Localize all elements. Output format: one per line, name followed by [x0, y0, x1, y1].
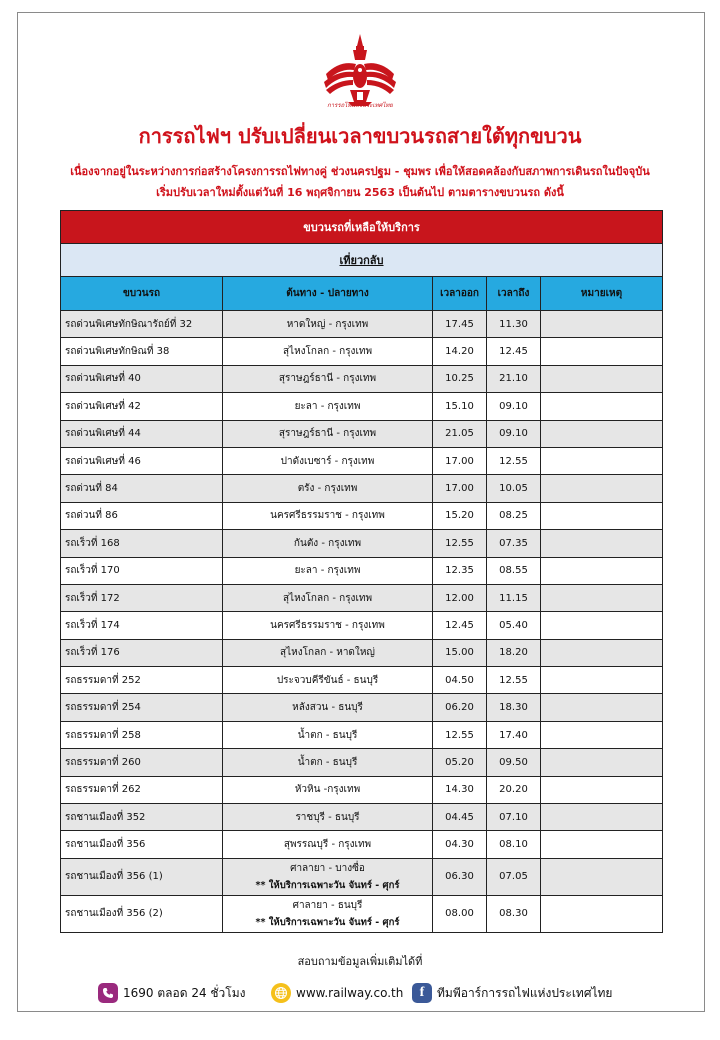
cell-route: [223, 694, 433, 721]
cell-route: [223, 612, 433, 639]
table-row: [61, 694, 663, 721]
table-row: [61, 612, 663, 639]
cell-remark: [541, 311, 663, 338]
cell-arrival: 11.15: [487, 584, 541, 611]
cell-train: รถเร็วที่ 172: [61, 584, 223, 611]
cell-train: รถธรรมดาที่ 254: [61, 694, 223, 721]
table-row: [61, 721, 663, 748]
cell-arrival: 07.35: [487, 530, 541, 557]
contact-phone: [98, 981, 246, 1005]
route-note: ** ให้บริการเฉพาะวัน จันทร์ - ศุกร์: [255, 916, 400, 928]
cell-departure: 08.00: [433, 895, 487, 932]
cell-remark: [541, 804, 663, 831]
cell-train: รถด่วนพิเศษที่ 44: [61, 420, 223, 447]
cell-arrival: 07.10: [487, 804, 541, 831]
cell-departure: 15.20: [433, 502, 487, 529]
cell-arrival: 08.10: [487, 831, 541, 858]
inquiry-text: สอบถามข้อมูลเพิ่มเติมได้ที่: [297, 955, 423, 968]
table-row: [61, 776, 663, 803]
cell-remark: [541, 639, 663, 666]
phone-text: 1690 ตลอด 24 ชั่วโมง: [123, 985, 246, 1000]
cell-departure: 17.00: [433, 447, 487, 474]
cell-route: [223, 447, 433, 474]
cell-route: [223, 311, 433, 338]
table-row: [61, 557, 663, 584]
cell-departure: 15.00: [433, 639, 487, 666]
route-text: ตรัง - กรุงเทพ: [297, 483, 358, 495]
cell-arrival: 11.30: [487, 311, 541, 338]
page-title: การรถไฟฯ ปรับเปลี่ยนเวลาขบวนรถสายใต้ทุกขบวน: [138, 124, 582, 148]
cell-arrival: 05.40: [487, 612, 541, 639]
route-text: ยะลา - กรุงเทพ: [294, 400, 361, 412]
notice-line-2: เริ่มปรับเวลาใหม่ตั้งแต่วันที่ 16 พฤศจิกายน 2563 เป็นต้นไป ตามตารางขบวนรถ ดังนี้: [156, 186, 564, 199]
table-row: [61, 311, 663, 338]
route-text: สุราษฎร์ธานี - กรุงเทพ: [278, 373, 377, 385]
cell-arrival: 10.05: [487, 475, 541, 502]
cell-remark: [541, 338, 663, 365]
col-header-arrival: เวลาถึง: [487, 277, 541, 311]
schedule-body: [61, 311, 663, 933]
route-text: ราชบุรี - ธนบุรี: [295, 811, 360, 823]
cell-departure: 05.20: [433, 749, 487, 776]
cell-departure: 12.00: [433, 584, 487, 611]
table-row: [61, 667, 663, 694]
table-row: [61, 420, 663, 447]
cell-train: รถด่วนพิเศษทักษิณที่ 38: [61, 338, 223, 365]
route-text: น้ำตก - ธนบุรี: [297, 729, 358, 741]
cell-remark: [541, 721, 663, 748]
cell-remark: [541, 694, 663, 721]
cell-train: รถธรรมดาที่ 258: [61, 721, 223, 748]
cell-departure: 10.25: [433, 365, 487, 392]
cell-route: [223, 895, 433, 932]
route-note: ** ให้บริการเฉพาะวัน จันทร์ - ศุกร์: [255, 879, 400, 891]
train-schedule-table: [60, 210, 663, 933]
contact-website[interactable]: [271, 981, 403, 1005]
cell-train: รถเร็วที่ 170: [61, 557, 223, 584]
cell-route: [223, 831, 433, 858]
cell-route: [223, 776, 433, 803]
route-text: ศาลายา - ธนบุรี: [292, 899, 363, 911]
cell-train: รถด่วนพิเศษที่ 42: [61, 393, 223, 420]
cell-arrival: 12.45: [487, 338, 541, 365]
cell-remark: [541, 584, 663, 611]
section-title-text: เที่ยวกลับ: [339, 254, 384, 267]
contact-facebook[interactable]: [412, 981, 612, 1005]
cell-remark: [541, 502, 663, 529]
cell-train: รถธรรมดาที่ 260: [61, 749, 223, 776]
route-text: สุไหงโกลก - กรุงเทพ: [282, 346, 373, 358]
cell-route: [223, 749, 433, 776]
table-row: [61, 447, 663, 474]
table-row: [61, 365, 663, 392]
table-row: [61, 831, 663, 858]
cell-arrival: 09.10: [487, 393, 541, 420]
cell-departure: 14.20: [433, 338, 487, 365]
logo-caption: การรถไฟแห่งประเทศไทย: [327, 102, 393, 109]
cell-departure: 04.30: [433, 831, 487, 858]
cell-route: [223, 365, 433, 392]
cell-departure: 17.00: [433, 475, 487, 502]
route-text: กันตัง - กรุงเทพ: [293, 537, 362, 549]
route-text: นครศรีธรรมราช - กรุงเทพ: [270, 510, 385, 522]
route-text: ประจวบคีรีขันธ์ - ธนบุรี: [276, 674, 379, 686]
cell-departure: 12.55: [433, 530, 487, 557]
cell-arrival: 08.30: [487, 895, 541, 932]
website-link[interactable]: www.railway.co.th: [296, 986, 404, 1000]
section-title: [61, 244, 663, 277]
notice-line-1: เนื่องจากอยู่ในระหว่างการก่อสร้างโครงการรถไฟทางคู่ ช่วงนครปฐม - ชุมพร เพื่อให้สอดคล้องกับสภาพการเดินรถในปัจจุบัน: [70, 165, 650, 178]
cell-remark: [541, 447, 663, 474]
cell-remark: [541, 530, 663, 557]
route-text: ปาดังเบซาร์ - กรุงเทพ: [280, 455, 375, 467]
cell-departure: 21.05: [433, 420, 487, 447]
cell-train: รถชานเมืองที่ 356: [61, 831, 223, 858]
cell-route: [223, 639, 433, 666]
route-text: หลังสวน - ธนบุรี: [292, 702, 363, 714]
cell-arrival: 09.50: [487, 749, 541, 776]
table-row: [61, 858, 663, 895]
table-row: [61, 475, 663, 502]
cell-departure: 06.30: [433, 858, 487, 895]
cell-route: [223, 475, 433, 502]
cell-route: [223, 393, 433, 420]
cell-route: [223, 338, 433, 365]
service-title: ขบวนรถที่เหลือให้บริการ: [61, 211, 663, 244]
cell-arrival: 12.55: [487, 667, 541, 694]
cell-train: รถชานเมืองที่ 352: [61, 804, 223, 831]
cell-remark: [541, 612, 663, 639]
cell-route: [223, 502, 433, 529]
cell-train: รถธรรมดาที่ 262: [61, 776, 223, 803]
cell-train: รถด่วนพิเศษที่ 40: [61, 365, 223, 392]
cell-train: รถเร็วที่ 176: [61, 639, 223, 666]
route-text: นครศรีธรรมราช - กรุงเทพ: [270, 619, 385, 631]
table-row: [61, 584, 663, 611]
cell-train: รถชานเมืองที่ 356 (2): [61, 895, 223, 932]
cell-route: [223, 530, 433, 557]
facebook-icon: f: [412, 983, 432, 1003]
col-header-remark: หมายเหตุ: [541, 277, 663, 311]
cell-remark: [541, 420, 663, 447]
table-row: [61, 502, 663, 529]
col-header-train: ขบวนรถ: [61, 277, 223, 311]
cell-route: [223, 557, 433, 584]
cell-arrival: 12.55: [487, 447, 541, 474]
cell-remark: [541, 667, 663, 694]
route-text: สุไหงโกลก - กรุงเทพ: [282, 592, 373, 604]
cell-route: [223, 420, 433, 447]
cell-arrival: 21.10: [487, 365, 541, 392]
route-text: น้ำตก - ธนบุรี: [297, 756, 358, 768]
cell-arrival: 07.05: [487, 858, 541, 895]
cell-route: [223, 584, 433, 611]
cell-remark: [541, 895, 663, 932]
cell-departure: 06.20: [433, 694, 487, 721]
cell-train: รถด่วนที่ 84: [61, 475, 223, 502]
cell-remark: [541, 475, 663, 502]
cell-departure: 04.45: [433, 804, 487, 831]
cell-train: รถธรรมดาที่ 252: [61, 667, 223, 694]
table-row: [61, 895, 663, 932]
route-text: หาดใหญ่ - กรุงเทพ: [286, 318, 369, 330]
cell-remark: [541, 393, 663, 420]
cell-train: รถด่วนพิเศษที่ 46: [61, 447, 223, 474]
cell-remark: [541, 831, 663, 858]
route-text: สุราษฎร์ธานี - กรุงเทพ: [278, 428, 377, 440]
route-text: สุพรรณบุรี - กรุงเทพ: [283, 839, 372, 851]
col-header-departure: เวลาออก: [433, 277, 487, 311]
cell-train: รถชานเมืองที่ 356 (1): [61, 858, 223, 895]
cell-route: [223, 667, 433, 694]
cell-route: [223, 804, 433, 831]
cell-arrival: 18.30: [487, 694, 541, 721]
globe-icon: [271, 983, 291, 1003]
cell-departure: 12.45: [433, 612, 487, 639]
cell-remark: [541, 365, 663, 392]
cell-remark: [541, 858, 663, 895]
route-text: ศาลายา - บางซื่อ: [290, 862, 365, 874]
cell-train: รถด่วนพิเศษทักษิณารัถย์ที่ 32: [61, 311, 223, 338]
cell-departure: 17.45: [433, 311, 487, 338]
route-text: สุไหงโกลก - หาดใหญ่: [280, 647, 375, 659]
cell-train: รถด่วนที่ 86: [61, 502, 223, 529]
cell-remark: [541, 557, 663, 584]
table-row: [61, 530, 663, 557]
table-row: [61, 749, 663, 776]
cell-remark: [541, 749, 663, 776]
cell-route: [223, 721, 433, 748]
cell-route: [223, 858, 433, 895]
cell-departure: 12.35: [433, 557, 487, 584]
cell-arrival: 08.55: [487, 557, 541, 584]
cell-departure: 04.50: [433, 667, 487, 694]
cell-train: รถเร็วที่ 174: [61, 612, 223, 639]
route-text: ยะลา - กรุงเทพ: [294, 565, 361, 577]
cell-arrival: 09.10: [487, 420, 541, 447]
phone-icon: [98, 983, 118, 1003]
cell-arrival: 17.40: [487, 721, 541, 748]
cell-departure: 12.55: [433, 721, 487, 748]
col-header-route: ต้นทาง - ปลายทาง: [223, 277, 433, 311]
table-row: [61, 338, 663, 365]
cell-arrival: 08.25: [487, 502, 541, 529]
cell-arrival: 20.20: [487, 776, 541, 803]
cell-departure: 15.10: [433, 393, 487, 420]
cell-remark: [541, 776, 663, 803]
table-row: [61, 393, 663, 420]
route-text: หัวหิน -กรุงเทพ: [294, 784, 361, 796]
cell-departure: 14.30: [433, 776, 487, 803]
cell-arrival: 18.20: [487, 639, 541, 666]
cell-train: รถเร็วที่ 168: [61, 530, 223, 557]
table-row: [61, 804, 663, 831]
table-row: [61, 639, 663, 666]
facebook-page-link[interactable]: ทีมพีอาร์การรถไฟแห่งประเทศไทย: [437, 985, 613, 1000]
